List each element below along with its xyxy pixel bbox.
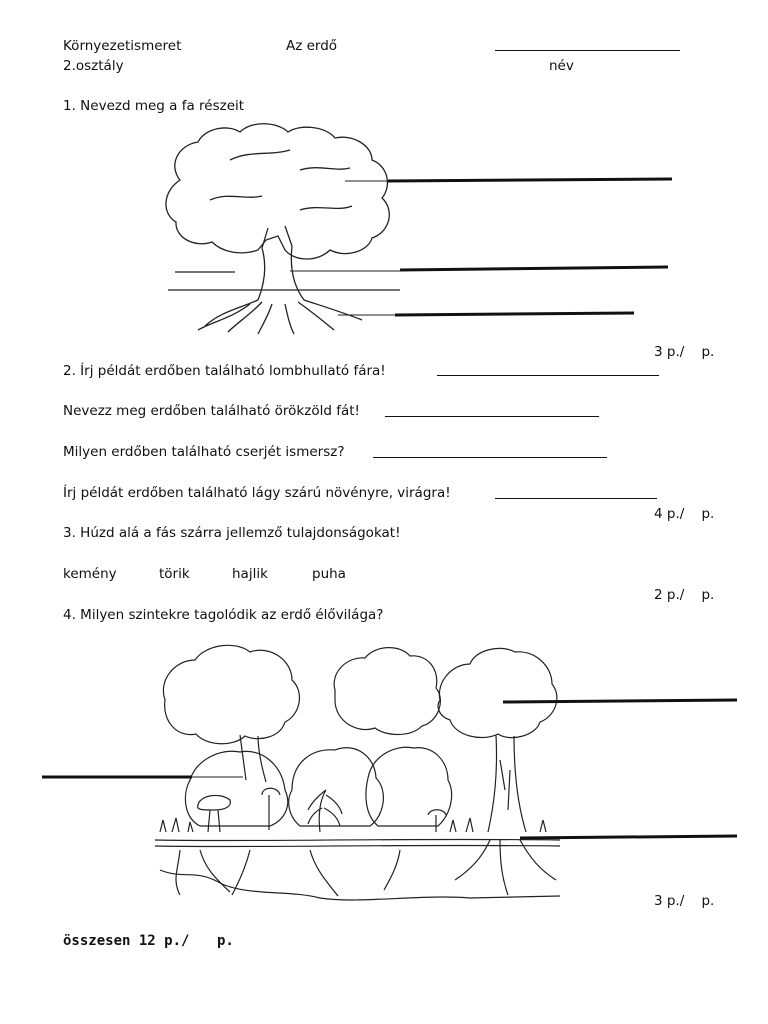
question-4: 4. Milyen szintekre tagolódik az erdő élővilága? bbox=[63, 607, 384, 623]
name-label: név bbox=[549, 58, 574, 74]
subject-label: Környezetismeret bbox=[63, 38, 182, 54]
question-2a: 2. Írj példát erdőben található lombhullató fára! bbox=[63, 363, 386, 379]
question-1: 1. Nevezd meg a fa részeit bbox=[63, 98, 245, 114]
word-option[interactable]: hajlik bbox=[232, 566, 268, 582]
question-3: 3. Húzd alá a fás szárra jellemző tulajdonságokat! bbox=[63, 525, 401, 541]
word-option[interactable]: kemény bbox=[63, 566, 117, 582]
answer-line-2a[interactable] bbox=[437, 375, 659, 376]
points-q3: 2 p./ p. bbox=[654, 587, 715, 603]
grade-label: 2.osztály bbox=[63, 58, 124, 74]
points-q1: 3 p./ p. bbox=[654, 344, 715, 360]
word-option[interactable]: törik bbox=[159, 566, 190, 582]
points-q4: 3 p./ p. bbox=[654, 893, 715, 909]
total-suffix: p. bbox=[217, 933, 234, 949]
points-q2: 4 p./ p. bbox=[654, 506, 715, 522]
question-2b: Nevezz meg erdőben található örökzöld fát! bbox=[63, 403, 360, 419]
answer-line-2c[interactable] bbox=[373, 457, 607, 458]
answer-line-2d[interactable] bbox=[495, 498, 657, 499]
answer-line-2b[interactable] bbox=[385, 416, 599, 417]
word-option[interactable]: puha bbox=[312, 566, 346, 582]
question-2c: Milyen erdőben található cserjét ismersz? bbox=[63, 444, 345, 460]
total-label: összesen 12 p./ bbox=[63, 933, 190, 949]
topic-title: Az erdő bbox=[286, 38, 338, 54]
question-2d: Írj példát erdőben található lágy szárú növényre, virágra! bbox=[63, 485, 451, 501]
